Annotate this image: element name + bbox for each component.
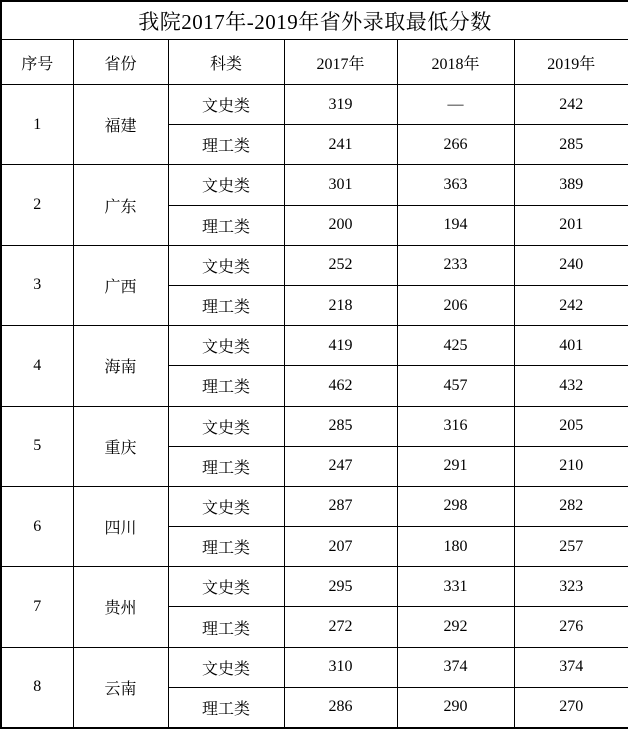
table-row [1, 567, 628, 607]
score-cell: 207 [284, 527, 397, 567]
score-cell: 419 [284, 326, 397, 366]
score-cell: 194 [397, 205, 514, 245]
category-cell: 文史类 [168, 326, 284, 366]
province-cell: 广西 [73, 245, 168, 325]
score-cell: 290 [397, 687, 514, 728]
category-cell: 理工类 [168, 125, 284, 165]
score-cell: 242 [514, 285, 628, 325]
score-cell: 319 [284, 85, 397, 125]
index-cell: 4 [1, 326, 73, 406]
category-cell: 文史类 [168, 165, 284, 205]
table-row [1, 326, 628, 366]
province-cell: 海南 [73, 326, 168, 406]
category-cell: 文史类 [168, 647, 284, 687]
score-cell: 242 [514, 85, 628, 125]
score-cell: 270 [514, 687, 628, 728]
score-cell: 401 [514, 326, 628, 366]
category-cell: 理工类 [168, 607, 284, 647]
category-cell: 文史类 [168, 85, 284, 125]
category-cell: 文史类 [168, 406, 284, 446]
category-cell: 理工类 [168, 285, 284, 325]
score-cell: 291 [397, 446, 514, 486]
score-cell: 323 [514, 567, 628, 607]
score-cell: 316 [397, 406, 514, 446]
col-header-province: 省份 [73, 40, 168, 85]
score-cell: 218 [284, 285, 397, 325]
index-cell: 2 [1, 165, 73, 245]
score-cell: 432 [514, 366, 628, 406]
table-header-row [1, 40, 628, 85]
col-header-2018: 2018年 [397, 40, 514, 85]
province-cell: 贵州 [73, 567, 168, 647]
category-cell: 理工类 [168, 527, 284, 567]
score-cell: 462 [284, 366, 397, 406]
index-cell: 5 [1, 406, 73, 486]
score-cell: 233 [397, 245, 514, 285]
score-cell: 425 [397, 326, 514, 366]
table-row [1, 245, 628, 285]
score-cell: 285 [284, 406, 397, 446]
score-cell: 276 [514, 607, 628, 647]
score-cell: 241 [284, 125, 397, 165]
score-cell: 240 [514, 245, 628, 285]
score-cell: 374 [397, 647, 514, 687]
score-cell: 282 [514, 486, 628, 526]
score-cell: 363 [397, 165, 514, 205]
province-cell: 广东 [73, 165, 168, 245]
table-row [1, 406, 628, 446]
category-cell: 理工类 [168, 446, 284, 486]
category-cell: 理工类 [168, 205, 284, 245]
table-row [1, 165, 628, 205]
score-cell: 266 [397, 125, 514, 165]
score-cell: 298 [397, 486, 514, 526]
category-cell: 文史类 [168, 486, 284, 526]
table-row [1, 85, 628, 125]
score-cell: 287 [284, 486, 397, 526]
score-cell: 286 [284, 687, 397, 728]
score-cell: 292 [397, 607, 514, 647]
score-cell: 247 [284, 446, 397, 486]
score-cell: 205 [514, 406, 628, 446]
table-row [1, 486, 628, 526]
index-cell: 7 [1, 567, 73, 647]
table-row [1, 647, 628, 687]
score-cell: 206 [397, 285, 514, 325]
index-cell: 3 [1, 245, 73, 325]
score-cell: 201 [514, 205, 628, 245]
score-cell: 389 [514, 165, 628, 205]
score-cell: 272 [284, 607, 397, 647]
category-cell: 文史类 [168, 567, 284, 607]
score-cell: 200 [284, 205, 397, 245]
province-cell: 云南 [73, 647, 168, 728]
index-cell: 6 [1, 486, 73, 566]
table-title-row [1, 1, 628, 40]
score-cell: 374 [514, 647, 628, 687]
score-cell: 210 [514, 446, 628, 486]
score-cell: 310 [284, 647, 397, 687]
score-cell: 252 [284, 245, 397, 285]
province-cell: 四川 [73, 486, 168, 566]
score-cell: — [397, 85, 514, 125]
score-cell: 295 [284, 567, 397, 607]
category-cell: 理工类 [168, 687, 284, 728]
score-cell: 331 [397, 567, 514, 607]
col-header-category: 科类 [168, 40, 284, 85]
index-cell: 8 [1, 647, 73, 728]
score-cell: 285 [514, 125, 628, 165]
score-cell: 301 [284, 165, 397, 205]
category-cell: 理工类 [168, 366, 284, 406]
index-cell: 1 [1, 85, 73, 165]
table-title: 我院2017年-2019年省外录取最低分数 [1, 1, 628, 40]
score-cell: 180 [397, 527, 514, 567]
score-cell: 457 [397, 366, 514, 406]
table-body [1, 85, 628, 729]
category-cell: 文史类 [168, 245, 284, 285]
col-header-2019: 2019年 [514, 40, 628, 85]
score-cell: 257 [514, 527, 628, 567]
province-cell: 重庆 [73, 406, 168, 486]
province-cell: 福建 [73, 85, 168, 165]
col-header-index: 序号 [1, 40, 73, 85]
col-header-2017: 2017年 [284, 40, 397, 85]
